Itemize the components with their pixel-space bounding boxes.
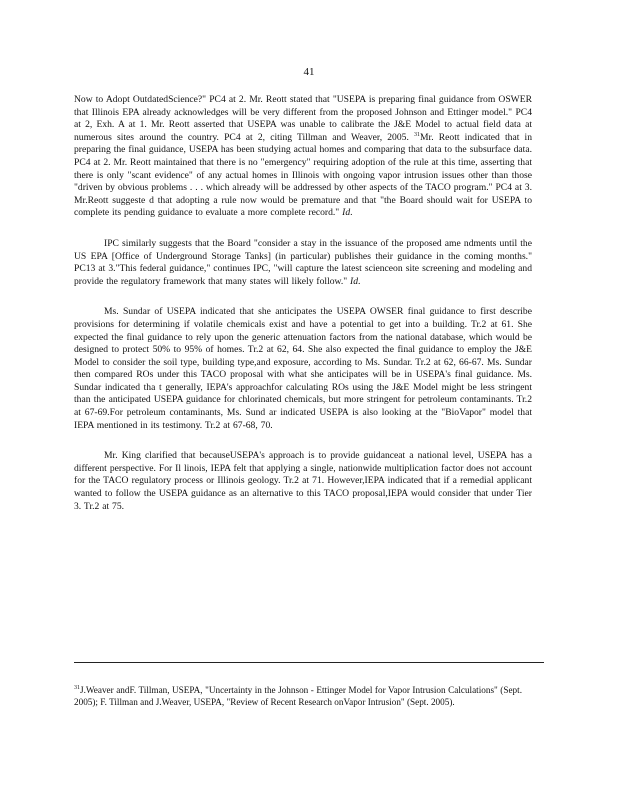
paragraph-4-text: Mr. King clarified that becauseUSEPA's approach is to provide guidanceat a national level, USEPA has a different perspective. For Il linois, IEPA felt that applying a single, nationwide multiplication factor does not account for the TACO regulatory process or Illinois geology. Tr.2 at 71. However,IEPA indicated that if a remedial applicant wanted to follow the USEPA guidance as an alternative to this TACO proposal,IEPA would consider that under Tier 3. Tr.2 at 75. <box>74 450 532 512</box>
paragraph-1-text: Now to Adopt OutdatedScience?" PC4 at 2. Mr. Reott stated that "USEPA is preparing final guidance from OSWER that Illinois EPA already acknowledges will be very different from the proposed Johnson and Ettinger model." PC4 at 2, Exh. A at 1. Mr. Reott asserted that USEPA was unable to calibrate the J&E Model to actual field data at numerous sites around the country. PC4 at 2, citing Tillman and Weaver, 2005. <box>74 94 532 143</box>
footnote-marker: 31 <box>74 684 80 691</box>
paragraph-2: IPC similarly suggests that the Board "consider a stay in the issuance of the proposed ame ndments until the US EPA [Office of Underground Storage Tanks] (in particular) publishes their guidance in the coming months." PC13 at 3."This federal guidance," continues IPC, "will capture the latest scienceon site screening and modeling and provide the regulatory framework that many states will likely follow." Id. <box>74 237 532 287</box>
footnote-text: J.Weaver andF. Tillman, USEPA, "Uncertainty in the Johnson - Ettinger Model for Vapor Intrusion Calculations" (Sept. 2005); F. Tillman and J.Weaver, USEPA, "Review of Recent Research onVapor Intrusion" (Sept. 2005). <box>74 685 522 708</box>
paragraph-1-text-continued: Mr. Reott indicated that in preparing the final guidance, USEPA has been studying actual homes and comparing that data to the subsurface data. PC4 at 2. Mr. Reott maintained that there is no "emergency" requiring adoption of the rule at this time, asserting that there is only "scant evidence" of any actual homes in Illinois with ongoing vapor intrusion issues other than those "driven by obvious problems . . . which already will be addressed by other aspects of the TACO program." PC4 at 3. Mr.Reott suggeste d that adopting a rule now would be premature and that "the Board should wait for USEPA to complete its pending guidance to evaluate a more complete record." <box>74 131 532 219</box>
footnote-divider <box>74 662 544 663</box>
paragraph-4 <box>74 450 532 513</box>
paragraph-3 <box>74 306 532 432</box>
paragraph-3-text: Ms. Sundar of USEPA indicated that she anticipates the USEPA OWSER final guidance to first describe provisions for determining if volatile chemicals exist and have a potential to get into a building. Tr.2 at 61. She expected the final guidance to rely upon the generic attenuation factors from the national database, which would be designed to protect 50% to 95% of homes. Tr.2 at 62, 64. She also expected the final guidance to employ the J&E Model to consider the soil type, building type,and exposure, according to Ms. Sundar. Tr.2 at 62, 66-67. Ms. Sundar then compared ROs under this TACO proposal with what she anticipates will be in USEPA's final guidance. Ms. Sundar indicated tha t generally, IEPA's approachfor calculating ROs using the J&E Model might be less stringent than the anticipated USEPA guidance for chlorinated chemicals, but more stringent for petroleum contaminants. Tr.2 at 67-69.For petroleum contaminants, Ms. Sund ar indicated USEPA is also looking at the "BioVapor" model that IEPA mentioned in its testimony. Tr.2 at 67-68, 70. <box>74 306 532 431</box>
paragraph-2-text: IPC similarly suggests that the Board "consider a stay in the issuance of the proposed ame ndments until the US EPA [Office of Underground Storage Tanks] (in particular) publishes their guidance in the coming months." PC13 at 3."This federal guidance," continues IPC, "will capture the latest scienceon site screening and modeling and provide the regulatory framework that many states will likely follow." <box>74 237 532 287</box>
footnote-reference[interactable]: 31 <box>414 131 420 138</box>
footnote <box>74 684 522 709</box>
citation-id: Id <box>350 275 359 287</box>
citation-id: Id <box>342 207 351 219</box>
paragraph-1: Now to Adopt OutdatedScience?" PC4 at 2. Mr. Reott stated that "USEPA is preparing final guidance from OSWER that Illinois EPA already acknowledges will be very different from the proposed Johnson and Ettinger model." PC4 at 2, Exh. A at 1. Mr. Reott asserted that USEPA was unable to calibrate the J&E Model to actual field data at numerous sites around the country. PC4 at 2, citing Tillman and Weaver, 2005. $^{31}$Mr. Reott indicated that in preparing the final guidance, USEPA has been studying actual homes and comparing that data to the subsurface data. PC4 at 2. Mr. Reott maintained that there is no "emergency" requiring adoption of the rule at this time, asserting that there is only "scant evidence" of any actual homes in Illinois with ongoing vapor intrusion issues other than those "driven by obvious problems . . . which already will be addressed by other aspects of the TACO program." PC4 at 3. Mr.Reott suggeste d that adopting a rule now would be premature and that "the Board should wait for USEPA to complete its pending guidance to evaluate a more complete record." Id. <box>74 94 532 219</box>
body-text <box>74 94 532 531</box>
page-number: 41 <box>303 66 315 78</box>
